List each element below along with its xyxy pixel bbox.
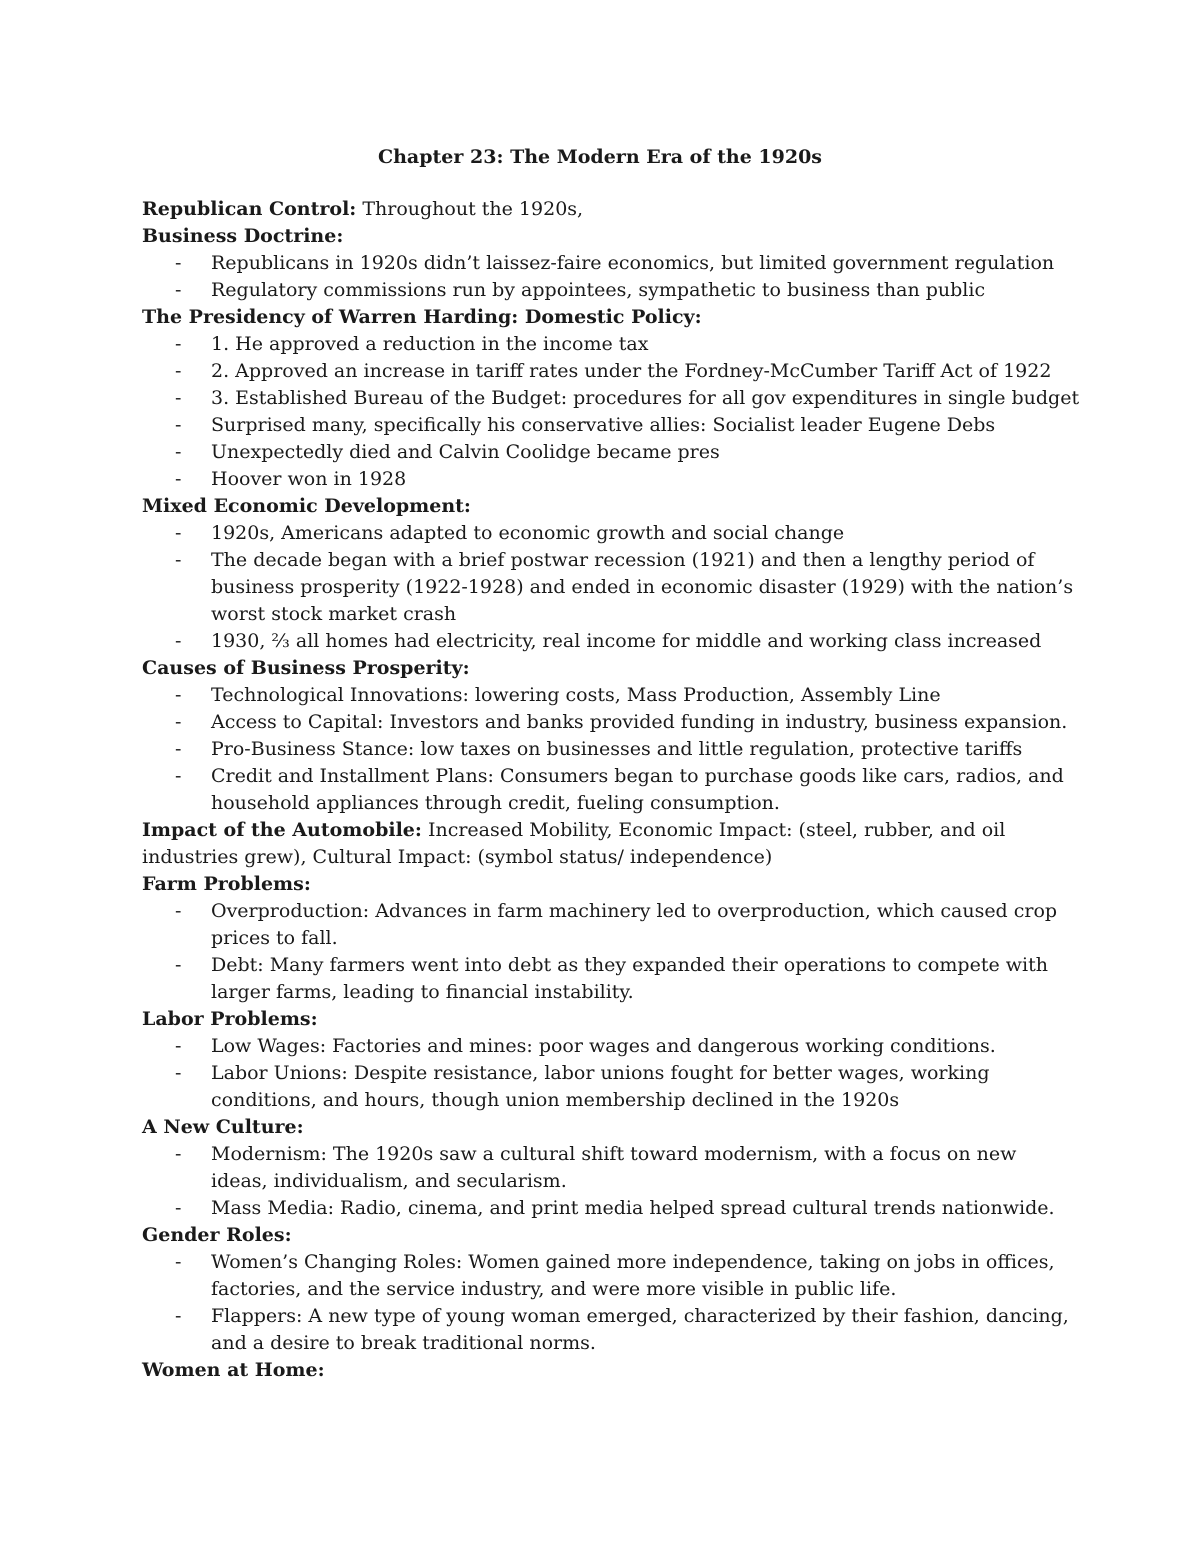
list-item	[142, 547, 1072, 628]
list-item	[142, 1033, 1072, 1060]
document-body	[142, 196, 1080, 1384]
bullet-marker: -	[175, 522, 182, 544]
list-item	[142, 736, 1072, 763]
bullet-list	[142, 250, 1072, 304]
list-item	[142, 412, 1072, 439]
bullet-marker: -	[175, 684, 182, 706]
list-item-text: business prosperity (1922-1928) and ended in economic disaster (1929) with the nation’s	[211, 576, 1074, 598]
bullet-marker: -	[175, 252, 182, 274]
list-item-text: Credit and Installment Plans: Consumers began to purchase goods like cars, radios, and	[211, 765, 1064, 787]
bullet-list	[142, 682, 1072, 817]
list-item-text: Pro-Business Stance: low taxes on businesses and little regulation, protective tariffs	[211, 738, 1023, 760]
bullet-list	[142, 898, 1072, 1006]
list-item-text: household appliances through credit, fueling consumption.	[211, 792, 780, 814]
bullet-marker: -	[175, 387, 182, 409]
list-item-text: Modernism: The 1920s saw a cultural shift toward modernism, with a focus on new	[211, 1143, 1017, 1165]
section-text: Increased Mobility, Economic Impact: (steel, rubber, and oil	[421, 819, 1006, 841]
section-text: Throughout the 1920s,	[356, 198, 584, 220]
list-item-text: Access to Capital: Investors and banks provided funding in industry, business expansion.	[211, 711, 1068, 733]
list-item	[142, 331, 1072, 358]
list-item-text: Flappers: A new type of young woman emerged, characterized by their fashion, dancing,	[211, 1305, 1069, 1327]
bullet-marker: -	[175, 1143, 182, 1165]
list-item	[142, 1195, 1072, 1222]
list-item-text: Low Wages: Factories and mines: poor wages and dangerous working conditions.	[211, 1035, 996, 1057]
list-item	[142, 277, 1072, 304]
list-item-text: Hoover won in 1928	[211, 468, 407, 490]
bullet-marker: -	[175, 1035, 182, 1057]
list-item-text: 1. He approved a reduction in the income tax	[211, 333, 649, 355]
bullet-list	[142, 1033, 1072, 1114]
list-item-text: Overproduction: Advances in farm machinery led to overproduction, which caused crop	[211, 900, 1058, 922]
bullet-marker: -	[175, 630, 182, 652]
bullet-marker: -	[175, 279, 182, 301]
list-item-text: Labor Unions: Despite resistance, labor unions fought for better wages, working	[211, 1062, 990, 1084]
list-item	[142, 520, 1072, 547]
bullet-list	[142, 331, 1080, 493]
list-item-text: 1930, ⅔ all homes had electricity, real income for middle and working class increased	[211, 630, 1042, 652]
bullet-marker: -	[175, 738, 182, 760]
list-item	[142, 1303, 1072, 1357]
section-heading: Impact of the Automobile:	[142, 819, 422, 841]
section-heading: Gender Roles:	[142, 1224, 292, 1246]
section-heading: Labor Problems:	[142, 1008, 318, 1030]
section-heading: Republican Control:	[142, 198, 357, 220]
list-item	[142, 952, 1072, 1006]
bullet-marker: -	[175, 549, 182, 571]
list-item	[142, 763, 1072, 817]
bullet-marker: -	[175, 333, 182, 355]
list-item	[142, 1060, 1072, 1114]
list-item	[142, 466, 1072, 493]
bullet-list	[142, 1141, 1072, 1222]
list-item	[142, 358, 1072, 385]
bullet-marker: -	[175, 414, 182, 436]
list-item-text: ideas, individualism, and secularism.	[211, 1170, 567, 1192]
bullet-marker: -	[175, 954, 182, 976]
list-item	[142, 250, 1072, 277]
bullet-marker: -	[175, 900, 182, 922]
list-item-text: prices to fall.	[211, 927, 338, 949]
list-item	[142, 1249, 1072, 1303]
bullet-marker: -	[175, 1251, 182, 1273]
list-item	[142, 1141, 1072, 1195]
list-item	[142, 628, 1072, 655]
list-item-text: Technological Innovations: lowering costs, Mass Production, Assembly Line	[211, 684, 941, 706]
section-heading: Farm Problems:	[142, 873, 311, 895]
list-item	[142, 709, 1072, 736]
list-item-text: Regulatory commissions run by appointees, sympathetic to business than public	[211, 279, 986, 301]
list-item-text: factories, and the service industry, and were more visible in public life.	[211, 1278, 897, 1300]
bullet-marker: -	[175, 1197, 182, 1219]
list-item-text: larger farms, leading to financial instability.	[211, 981, 634, 1003]
list-item-text: and a desire to break traditional norms.	[211, 1332, 596, 1354]
list-item-text: Surprised many, specifically his conservative allies: Socialist leader Eugene Debs	[211, 414, 996, 436]
list-item	[142, 898, 1072, 952]
section-text: industries grew), Cultural Impact: (symbol status/ independence)	[142, 846, 773, 868]
section-heading: Business Doctrine:	[142, 225, 344, 247]
bullet-list	[142, 520, 1072, 655]
list-item-text: conditions, and hours, though union membership declined in the 1920s	[211, 1089, 900, 1111]
bullet-marker: -	[175, 441, 182, 463]
section-republican-control	[142, 196, 1072, 223]
bullet-marker: -	[175, 1305, 182, 1327]
section-heading: Women at Home:	[142, 1359, 325, 1381]
list-item-text: The decade began with a brief postwar recession (1921) and then a lengthy period of	[211, 549, 1035, 571]
list-item-text: 1920s, Americans adapted to economic growth and social change	[211, 522, 845, 544]
bullet-marker: -	[175, 711, 182, 733]
list-item-text: 2. Approved an increase in tariff rates under the Fordney-McCumber Tariff Act of 1922	[211, 360, 1052, 382]
list-item-text: worst stock market crash	[211, 603, 457, 625]
list-item-text: Unexpectedly died and Calvin Coolidge became pres	[211, 441, 720, 463]
list-item-text: Republicans in 1920s didn’t laissez-faire economics, but limited government regulation	[211, 252, 1055, 274]
section-heading: Causes of Business Prosperity:	[142, 657, 470, 679]
bullet-marker: -	[175, 360, 182, 382]
list-item	[142, 682, 1072, 709]
bullet-marker: -	[175, 765, 182, 787]
bullet-marker: -	[175, 468, 182, 490]
list-item-text: Women’s Changing Roles: Women gained more independence, taking on jobs in offices,	[211, 1251, 1055, 1273]
list-item	[142, 385, 1080, 412]
list-item-text: 3. Established Bureau of the Budget: procedures for all gov expenditures in single budget	[211, 387, 1080, 409]
list-item-text: Debt: Many farmers went into debt as they expanded their operations to compete with	[211, 954, 1048, 976]
section-heading: Mixed Economic Development:	[142, 495, 471, 517]
list-item	[142, 439, 1072, 466]
section-heading: The Presidency of Warren Harding: Domestic Policy:	[142, 306, 702, 328]
bullet-list	[142, 1249, 1072, 1357]
bullet-marker: -	[175, 1062, 182, 1084]
section-heading: A New Culture:	[142, 1116, 304, 1138]
section-automobile	[142, 817, 1072, 844]
document-title: Chapter 23: The Modern Era of the 1920s	[377, 146, 822, 168]
list-item-text: Mass Media: Radio, cinema, and print media helped spread cultural trends nationwide.	[211, 1197, 1055, 1219]
